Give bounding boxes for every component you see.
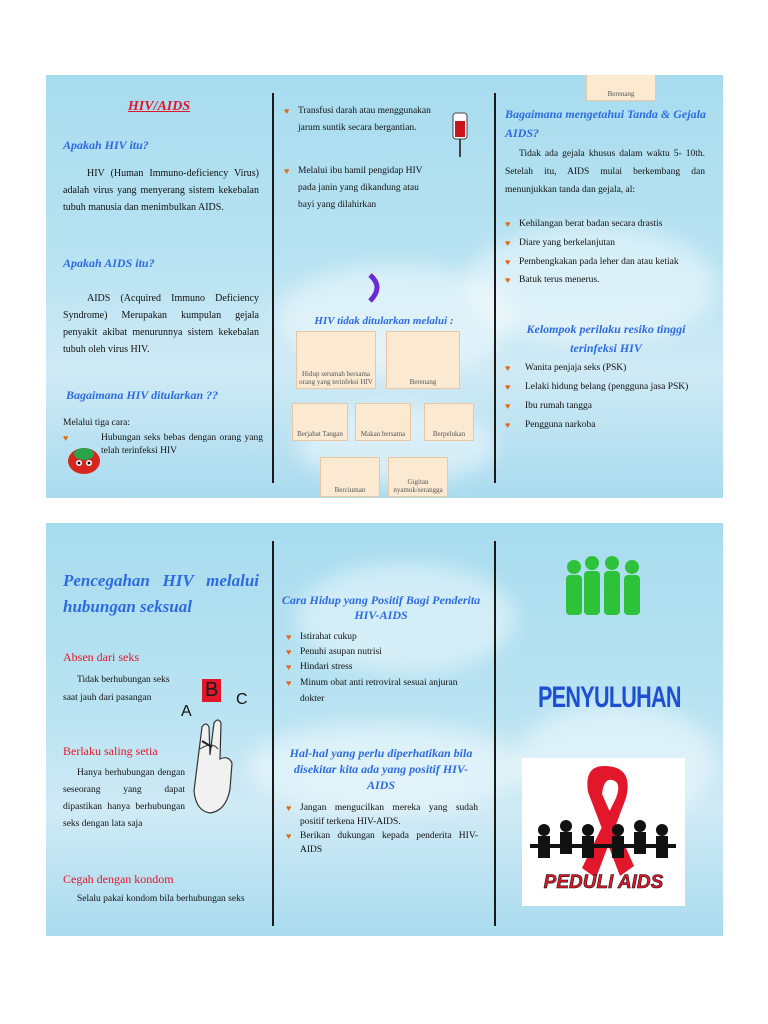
symptoms-title: Bagaimana mengetahui Tanda & Gejala AIDS? [505, 107, 706, 140]
penyuluhan-heading: PENYULUHAN [538, 681, 681, 714]
list-item: ♥ Penuhi asupan nutrisi [286, 645, 476, 660]
illustration-handshake: Berjabat Tangan [292, 403, 348, 441]
list-item: ♥ Kehilangan berat badan secara drastis [505, 215, 705, 234]
transmission-list-cont [284, 103, 434, 214]
list-item: ♥ Ibu rumah tangga [505, 397, 705, 416]
prevention-title: Pencegahan HIV melalui hubungan seksual [63, 571, 259, 616]
abstain-heading: Absen dari seks [63, 650, 139, 664]
not-transmitted-title: HIV tidak ditularkan melalui : [314, 315, 454, 327]
question-hiv: Apakah HIV itu? [63, 138, 149, 152]
letter-a: A [181, 703, 192, 720]
virus-illustration [66, 443, 102, 477]
condom-text: Selalu pakai kondom bila berhubungan seks [77, 894, 245, 904]
question-transmission: Bagaimana HIV ditularkan ?? [66, 388, 219, 402]
illustration-hugging: Berpelukan [424, 403, 474, 441]
list-item: ♥ Transfusi darah atau menggunakan jarum suntik secara bergantian. [284, 103, 434, 137]
transmission-intro: Melalui tiga cara: [63, 418, 130, 428]
column-divider [272, 93, 274, 483]
peduli-aids-text: PEDULI AIDS [543, 872, 664, 893]
support-title: Hal-hal yang perlu diperhatikan bila disekitar kita ada yang positif HIV-AIDS [289, 746, 473, 792]
list-item: ♥ Batuk terus menerus. [505, 271, 705, 290]
column-divider [494, 541, 496, 926]
question-aids: Apakah AIDS itu? [63, 256, 155, 270]
list-item: ♥ Wanita penjaja seks (PSK) [505, 359, 705, 378]
illustration-swimming-top: Berenang [586, 75, 656, 101]
peduli-aids-logo [522, 758, 685, 906]
list-item: ♥ Minum obat anti retroviral sesuai anjuran dokter [286, 675, 476, 707]
abstain-text: Tidak berhubungan seks saat jauh dari pasangan [63, 675, 170, 703]
illustration-mosquito: Gigitan nyamuk/serangga [388, 457, 448, 497]
positive-living-list [286, 630, 476, 707]
condom-heading: Cegah dengan kondom [63, 872, 174, 886]
faithful-heading: Berlaku saling setia [63, 744, 158, 758]
hand-illustration [188, 719, 240, 819]
aids-definition: AIDS (Acquired Immuno Deficiency Syndrome) Merupakan kumpulan gejala penyakit akibat menurunnya sistem kekebalan tubuh oleh virus HIV. [63, 293, 259, 355]
support-list [286, 801, 478, 857]
risk-group-title: Kelompok perilaku resiko tinggi terinfeksi HIV [526, 322, 686, 355]
faithful-text: Hanya berhubungan dengan seseorang yang dapat dipastikan hanya berhubungan seks dengan lata saja [63, 768, 185, 829]
brochure-title: HIV/AIDS [127, 99, 191, 114]
list-item: ♥ Melalui ibu hamil pengidap HIV pada janin yang dikandung atau bayi yang dilahirkan [284, 163, 434, 214]
letter-b: B [202, 679, 221, 702]
symptoms-list [505, 215, 705, 290]
illustration-living-together: Hidup serumah bersama orang yang terinfeksi HIV [296, 331, 376, 389]
blood-bag-icon [450, 109, 472, 159]
risk-group-list [505, 359, 705, 435]
people-group-icon [562, 553, 646, 617]
list-item: ♥ Lelaki hidung belang (pengguna jasa PSK) [505, 378, 705, 397]
symptoms-intro: Tidak ada gejala khusus dalam waktu 5- 10th. Setelah itu, AIDS mulai berkembang dan menunjukkan tanda dan gejala, al: [505, 149, 705, 195]
list-item: ♥ Hubungan seks bebas dengan orang yang telah terinfeksi HIV [63, 432, 263, 458]
letter-c: C [236, 691, 248, 708]
list-item: ♥ Diare yang berkelanjutan [505, 234, 705, 253]
list-item: ♥ Jangan mengucilkan mereka yang sudah positif terkena HIV-AIDS. [286, 801, 478, 829]
illustration-kissing: Berciuman [320, 457, 380, 497]
brochure-inside-panel [46, 523, 723, 936]
illustration-swimming: Berenang [386, 331, 460, 389]
column-divider [272, 541, 274, 926]
brochure-outside-panel [46, 75, 723, 498]
column-divider [494, 93, 496, 483]
hiv-definition: HIV (Human Immuno-deficiency Virus) adalah virus yang menyerang sistem kekebalan tubuh manusia dan menimbulkan AIDS. [63, 168, 259, 213]
list-item: ♥ Hindari stress [286, 660, 476, 675]
list-item: ♥ Pengguna narkoba [505, 416, 705, 435]
list-item: ♥ Istirahat cukup [286, 630, 476, 645]
positive-living-title: Cara Hidup yang Positif Bagi Penderita HIV-AIDS [281, 593, 481, 622]
illustration-eating: Makan bersama [355, 403, 411, 441]
list-item: ♥ Berikan dukungan kepada penderita HIV-AIDS [286, 829, 478, 857]
list-item: ♥ Pembengkakan pada leher dan atau ketiak [505, 253, 705, 271]
arrow-icon [366, 271, 386, 305]
